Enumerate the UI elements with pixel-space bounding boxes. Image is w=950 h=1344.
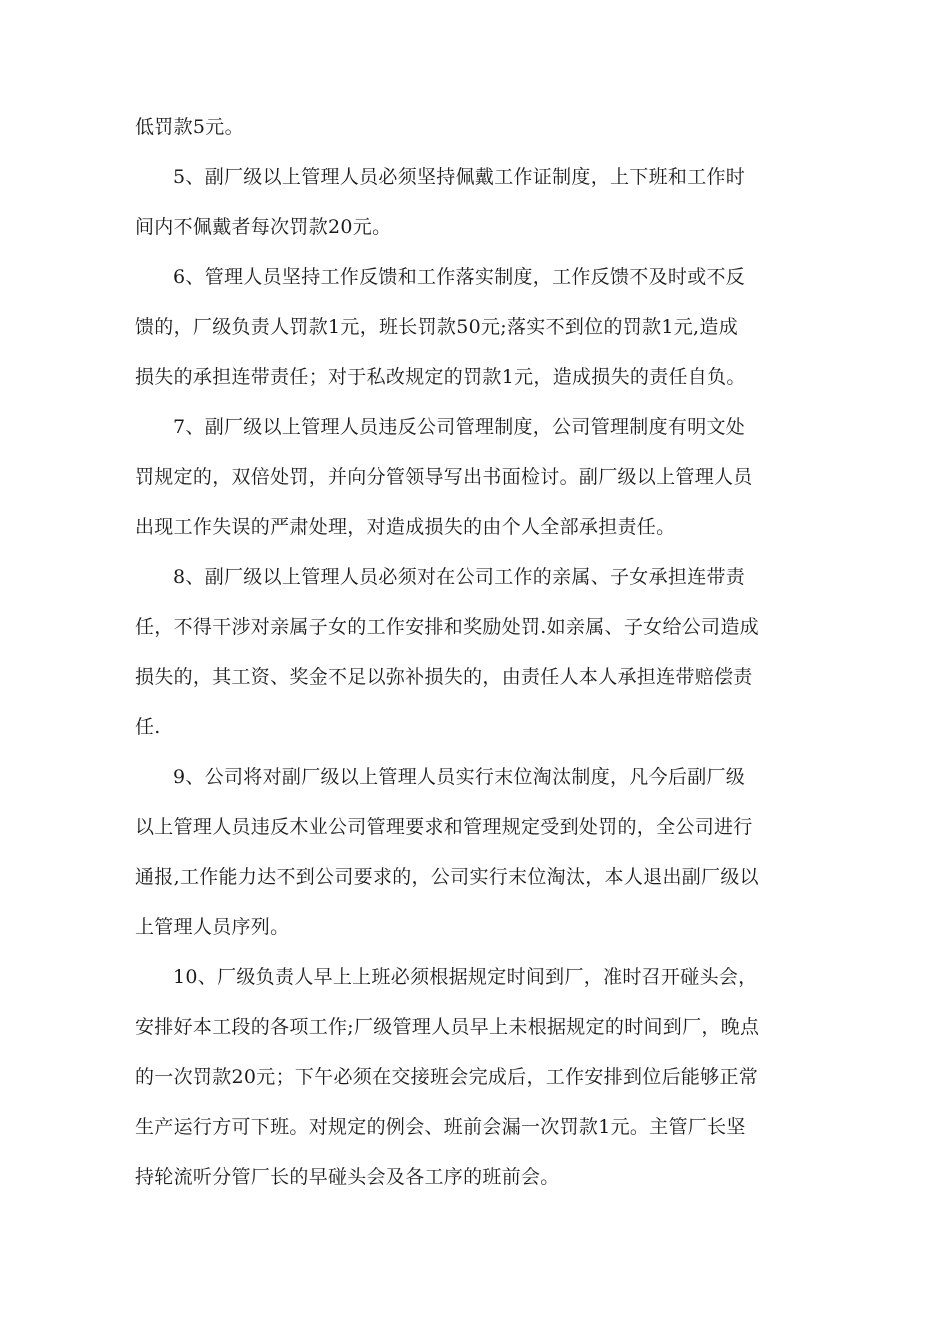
paragraph-9-line-3: 通报,工作能力达不到公司要求的，公司实行末位淘汰，本人退出副厂级以: [135, 866, 759, 888]
paragraph-7-line-2: 罚规定的，双倍处罚，并向分管领导写出书面检讨。副厂级以上管理人员: [135, 466, 753, 488]
paragraph-10-line-1: 10、厂级负责人早上上班必须根据规定时间到厂，准时召开碰头会，: [173, 966, 758, 988]
paragraph-5-line-2: 间内不佩戴者每次罚款20元。: [135, 216, 392, 238]
paragraph-6-line-3: 损失的承担连带责任；对于私改规定的罚款1元，造成损失的责任自负。: [135, 366, 746, 388]
paragraph-9-line-2: 以上管理人员违反木业公司管理要求和管理规定受到处罚的，全公司进行: [135, 816, 753, 838]
paragraph-8-line-4: 任.: [135, 716, 161, 738]
line-1: 低罚款5元。: [135, 116, 244, 138]
paragraph-7-line-1: 7、副厂级以上管理人员违反公司管理制度，公司管理制度有明文处: [173, 416, 746, 438]
paragraph-8-line-2: 任，不得干涉对亲属子女的工作安排和奖励处罚.如亲属、子女给公司造成: [135, 616, 759, 638]
paragraph-5-line-1: 5、副厂级以上管理人员必须坚持佩戴工作证制度，上下班和工作时: [173, 166, 746, 188]
paragraph-10-line-4: 生产运行方可下班。对规定的例会、班前会漏一次罚款1元。主管厂长坚: [135, 1116, 746, 1138]
document-body: [135, 102, 825, 1202]
paragraph-6-line-1: 6、管理人员坚持工作反馈和工作落实制度，工作反馈不及时或不反: [173, 266, 746, 288]
paragraph-8-line-1: 8、副厂级以上管理人员必须对在公司工作的亲属、子女承担连带责: [173, 566, 746, 588]
paragraph-10-line-2: 安排好本工段的各项工作;厂级管理人员早上未根据规定的时间到厂，晚点: [135, 1016, 760, 1038]
paragraph-6-line-2: 馈的，厂级负责人罚款1元，班长罚款50元;落实不到位的罚款1元,造成: [135, 316, 738, 338]
paragraph-9-line-4: 上管理人员序列。: [135, 916, 290, 938]
paragraph-7-line-3: 出现工作失误的严肃处理，对造成损失的由个人全部承担责任。: [135, 516, 676, 538]
paragraph-9-line-1: 9、公司将对副厂级以上管理人员实行末位淘汰制度，凡今后副厂级: [173, 766, 746, 788]
paragraph-10-line-5: 持轮流听分管厂长的早碰头会及各工序的班前会。: [135, 1166, 560, 1188]
paragraph-10-line-3: 的一次罚款20元；下午必须在交接班会完成后，工作安排到位后能够正常: [135, 1066, 759, 1088]
paragraph-8-line-3: 损失的，其工资、奖金不足以弥补损失的，由责任人本人承担连带赔偿责: [135, 666, 753, 688]
